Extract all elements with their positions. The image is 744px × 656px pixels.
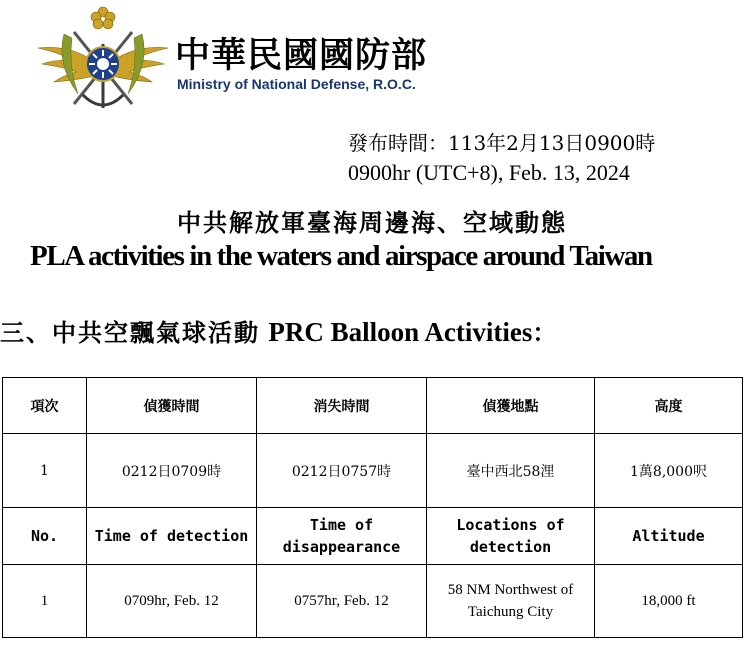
section-heading-suffix: ： [532,318,559,347]
header-cell: 高度 [595,378,743,434]
document-title-cn: 中共解放軍臺海周邊海、空域動態 [177,208,567,237]
table-cell: 1萬8,000呎 [595,434,743,508]
header-cell: 偵獲時間 [87,378,257,434]
table-cell: 0709hr, Feb. 12 [87,565,257,638]
table-row [3,565,743,638]
release-time-en: 0900hr (UTC+8), Feb. 13, 2024 [348,160,630,185]
balloon-activity-table [2,377,743,638]
org-name-en: Ministry of National Defense, R.O.C. [177,76,416,92]
table-row [3,434,743,508]
header-cell: Time of detection [87,508,257,565]
table-cell: 0212日0709時 [87,434,257,508]
header-cell: No. [3,508,87,565]
document-title-en: PLA activities in the waters and airspace around Taiwan [30,240,652,272]
release-time-cn: 發布時間：113年2月13日0900時 [348,131,656,155]
header-cell: 偵獲地點 [427,378,595,434]
header-cell: 消失時間 [257,378,427,434]
section-heading [0,313,558,348]
table-header-row-en [3,508,743,565]
header-cell: 項次 [3,378,87,434]
table-cell: 58 NM Northwest of Taichung City [427,565,595,638]
section-heading-en: PRC Balloon Activities [268,317,533,347]
table-cell: 18,000 ft [595,565,743,638]
org-name-cn: 中華民國國防部 [175,36,428,76]
header-cell: Locations of detection [427,508,595,565]
header-cell: Time of disappearance [257,508,427,565]
table-cell: 0212日0757時 [257,434,427,508]
header-cell: Altitude [595,508,743,565]
table-cell: 1 [3,434,87,508]
table-cell: 1 [3,565,87,638]
table-cell: 臺中西北58浬 [427,434,595,508]
section-heading-cn: 三、中共空飄氣球活動 [0,318,260,347]
ministry-emblem-logo [34,4,172,122]
table-cell: 0757hr, Feb. 12 [257,565,427,638]
table-header-row-cn [3,378,743,434]
